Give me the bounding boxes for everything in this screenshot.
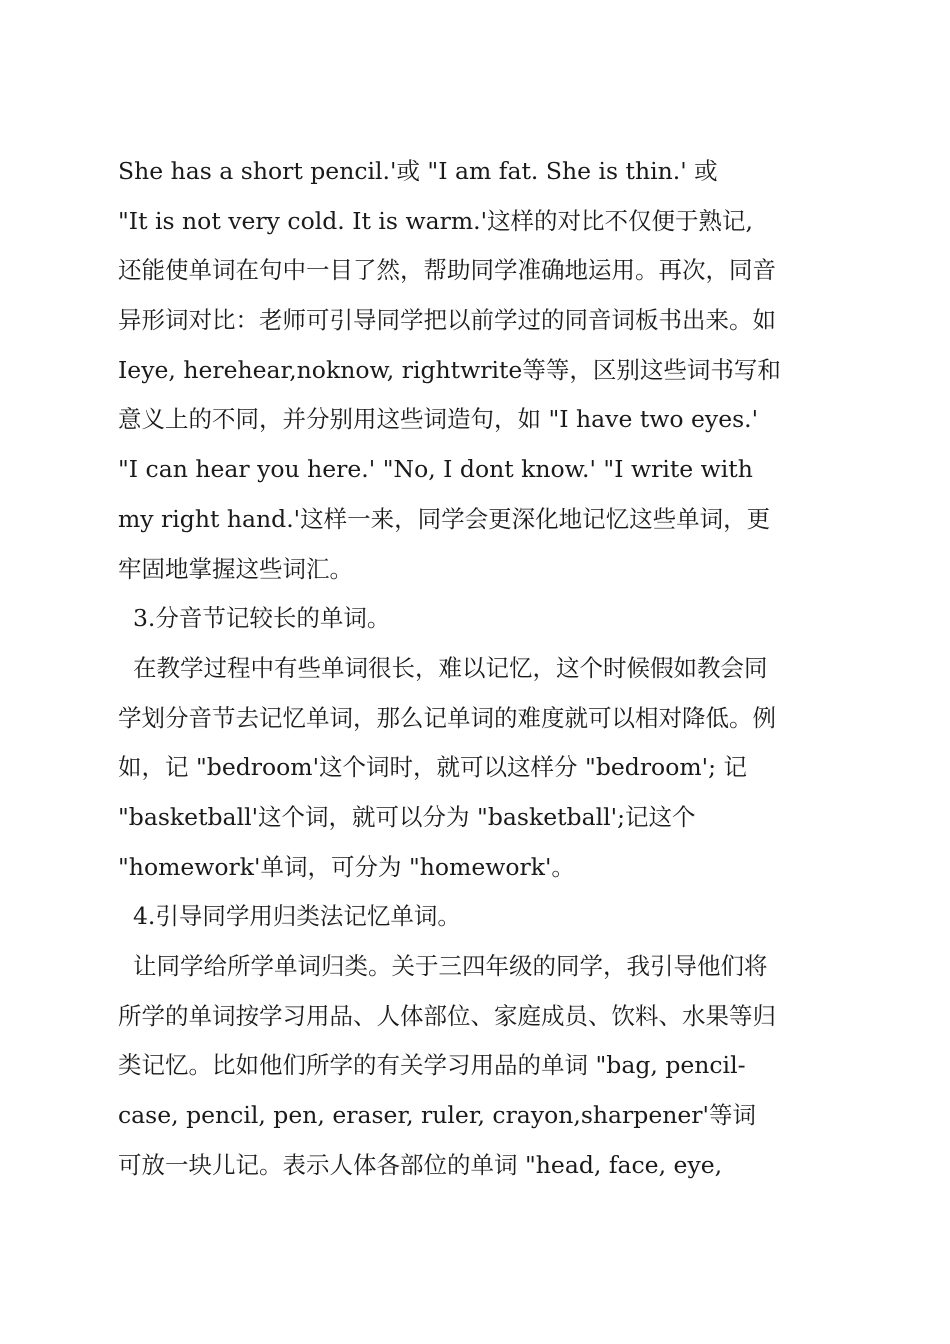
text-line: "I can hear you here.' "No, I dont know.' "I write with (118, 455, 753, 484)
text-line: 学划分音节去记忆单词，那么记单词的难度就可以相对降低。例 (118, 703, 776, 732)
text-line: "homework'单词，可分为 "homework'。 (118, 852, 575, 881)
text-line: She has a short pencil.'或 "I am fat. She is thin.' 或 (118, 157, 718, 185)
body-text (118, 147, 838, 1190)
text-line: 可放一块儿记。表示人体各部位的单词 "head, face, eye, (118, 1150, 723, 1179)
text-line: "It is not very cold. It is warm.'这样的对比不仅便于熟记, (118, 206, 754, 235)
text-line: Ieye, herehear,noknow, rightwrite等等，区别这些词书写和 (118, 355, 781, 384)
section-heading: 4.引导同学用归类法记忆单词。 (118, 902, 461, 931)
text-line: 意义上的不同，并分别用这些词造句，如 "I have two eyes.' (118, 405, 759, 434)
text-line: 异形词对比：老师可引导同学把以前学过的同音词板书出来。如 (118, 306, 776, 335)
text-line: 牢固地掌握这些词汇。 (118, 554, 353, 583)
text-line: 如，记 "bedroom'这个词时，就可以这样分 "bedroom'; 记 (118, 753, 747, 782)
text-line: my right hand.'这样一来，同学会更深化地记忆这些单词，更 (118, 504, 771, 533)
section-heading: 3.分音节记较长的单词。 (118, 604, 391, 633)
text-line: 类记忆。比如他们所学的有关学习用品的单词 "bag, pencil- (118, 1051, 746, 1080)
text-line: 还能使单词在句中一目了然，帮助同学准确地运用。再次，同音 (118, 256, 776, 285)
text-line: 让同学给所学单词归类。关于三四年级的同学，我引导他们将 (118, 952, 768, 980)
text-line: "basketball'这个词，就可以分为 "basketball';记这个 (118, 802, 696, 831)
text-line: 在教学过程中有些单词很长，难以记忆，这个时候假如教会同 (118, 653, 768, 682)
text-line: case, pencil, pen, eraser, ruler, crayon,sharpener'等词 (118, 1101, 756, 1130)
text-line: 所学的单词按学习用品、人体部位、家庭成员、饮料、水果等归 (118, 1001, 776, 1030)
